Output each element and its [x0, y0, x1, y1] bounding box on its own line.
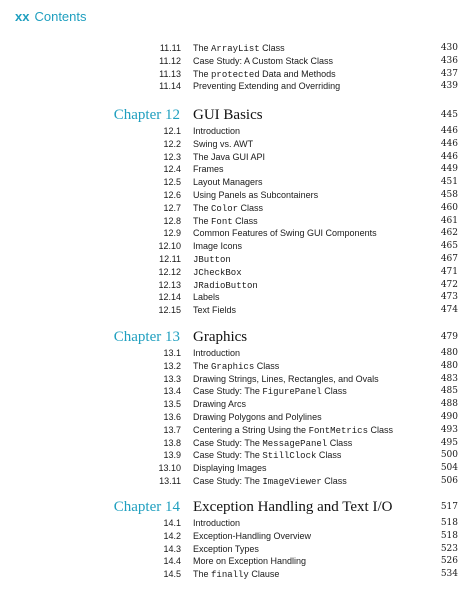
toc-entry[interactable]	[0, 543, 474, 556]
section-number: 13.3	[163, 373, 181, 384]
section-title: Introduction	[193, 126, 241, 136]
section-title: Frames	[193, 164, 224, 175]
toc-entry[interactable]	[0, 360, 474, 373]
section-title: The Graphics Class	[193, 360, 280, 372]
section-title: Case Study: A Custom Stack Class	[193, 55, 334, 66]
toc-entry[interactable]	[0, 437, 474, 450]
section-page: 461	[440, 215, 458, 226]
section-page: 493	[440, 424, 458, 435]
toc-entry[interactable]	[0, 517, 474, 530]
section-page: 518	[440, 530, 458, 541]
section-number: 11.11	[159, 43, 181, 53]
section-number: 12.6	[163, 190, 181, 200]
section-page: 473	[440, 292, 458, 303]
section-title: Labels	[193, 292, 220, 303]
section-number: 12.9	[163, 228, 181, 239]
section-page: 488	[440, 399, 458, 410]
section-title: Drawing Arcs	[193, 399, 247, 410]
section-title: Image Icons	[193, 241, 243, 252]
section-number: 13.2	[163, 360, 181, 371]
section-page: 446	[440, 126, 458, 136]
section-number: 13.11	[159, 476, 181, 486]
section-page: 460	[440, 202, 458, 213]
section-page: 474	[440, 305, 458, 316]
section-title: The protected Data and Methods	[193, 68, 336, 80]
section-number: 12.13	[158, 279, 181, 290]
toc-entry[interactable]	[0, 304, 474, 317]
toc-entry[interactable]	[0, 42, 474, 55]
chapter-title: Graphics	[193, 329, 248, 345]
section-title: Swing vs. AWT	[193, 138, 254, 149]
section-title: Exception Types	[193, 543, 259, 554]
section-title: Case Study: The ImageViewer Class	[193, 476, 347, 487]
chapter-title: GUI Basics	[193, 107, 263, 123]
section-page: 506	[440, 476, 458, 486]
section-page: 490	[440, 412, 458, 422]
section-page: 523	[440, 543, 458, 554]
section-page: 504	[440, 463, 458, 474]
section-title: Case Study: The MessagePanel Class	[193, 437, 353, 449]
section-page: 446	[440, 138, 458, 149]
section-page: 462	[440, 228, 458, 239]
section-number: 12.15	[158, 305, 181, 316]
section-title: The ArrayList Class	[193, 43, 285, 54]
section-title: Displaying Images	[193, 463, 267, 474]
section-number: 14.5	[163, 569, 181, 580]
section-number: 12.4	[163, 164, 181, 175]
section-title: Case Study: The StillClock Class	[193, 450, 342, 462]
section-page: 534	[440, 569, 458, 580]
section-title: Centering a String Using the FontMetrics Class	[193, 424, 394, 436]
section-number: 13.1	[163, 348, 181, 358]
section-title: Common Features of Swing GUI Components	[193, 228, 377, 239]
section-page: 480	[440, 360, 458, 371]
section-number: 12.5	[163, 177, 181, 188]
section-page: 446	[440, 151, 458, 162]
section-number: 14.4	[163, 556, 181, 567]
section-title: Text Fields	[193, 305, 237, 316]
toc-entry[interactable]	[0, 125, 474, 138]
chapter-heading	[0, 105, 474, 125]
section-number: 12.12	[158, 266, 181, 277]
section-page: 449	[440, 164, 458, 175]
chapter-heading	[0, 497, 474, 517]
toc-entry[interactable]	[0, 411, 474, 424]
section-page: 500	[440, 450, 458, 461]
toc-entry[interactable]	[0, 68, 474, 81]
chapter-label: Chapter 13	[113, 329, 180, 345]
section-number: 12.11	[159, 254, 181, 264]
toc-entry[interactable]	[0, 151, 474, 164]
section-title: Drawing Polygons and Polylines	[193, 412, 322, 422]
section-title: Introduction	[193, 518, 241, 528]
section-number: 14.1	[163, 518, 181, 528]
chapter-page: 517	[440, 502, 458, 512]
toc-entry[interactable]	[0, 555, 474, 568]
section-title: The Color Class	[193, 202, 264, 214]
toc-entry[interactable]	[0, 227, 474, 240]
toc-entry[interactable]	[0, 291, 474, 304]
chapter-page: 445	[440, 110, 458, 120]
section-title: JButton	[193, 255, 231, 265]
section-title: The finally Clause	[193, 569, 280, 581]
section-number: 13.9	[163, 450, 181, 461]
toc-entry[interactable]	[0, 176, 474, 189]
section-page: 439	[440, 81, 458, 92]
toc-entry[interactable]	[0, 55, 474, 68]
section-number: 11.14	[159, 81, 181, 92]
section-title: Introduction	[193, 348, 241, 358]
toc-entry[interactable]	[0, 189, 474, 202]
section-title: JRadioButton	[193, 280, 258, 291]
section-page: 451	[440, 177, 458, 188]
section-number: 12.8	[163, 215, 181, 226]
toc-entry[interactable]	[0, 138, 474, 151]
section-number: 12.3	[163, 151, 181, 162]
section-number: 13.6	[163, 412, 181, 422]
section-page: 485	[440, 386, 458, 397]
page-number-roman: xx	[15, 9, 30, 24]
chapter-label: Chapter 12	[113, 107, 180, 123]
toc-entry[interactable]	[0, 462, 474, 475]
section-title: Drawing Strings, Lines, Rectangles, and Ovals	[193, 373, 379, 384]
section-number: 11.12	[159, 55, 181, 66]
toc-entry[interactable]	[0, 163, 474, 176]
toc-entry[interactable]	[0, 568, 474, 581]
toc-entry[interactable]	[0, 385, 474, 398]
section-title: The Java GUI API	[193, 151, 266, 162]
toc-entry[interactable]	[0, 373, 474, 386]
section-title: Using Panels as Subcontainers	[193, 190, 319, 200]
toc-entry[interactable]	[0, 215, 474, 228]
toc-entry[interactable]	[0, 398, 474, 411]
section-title: The Font Class	[193, 215, 258, 227]
section-number: 14.3	[163, 543, 181, 554]
section-number: 14.2	[163, 530, 181, 541]
section-number: 13.10	[158, 463, 181, 474]
section-number: 13.8	[163, 437, 181, 448]
section-page: 495	[440, 437, 458, 448]
section-page: 526	[440, 556, 458, 567]
section-page: 437	[440, 68, 458, 79]
toc-entry[interactable]	[0, 240, 474, 253]
section-number: 12.2	[163, 138, 181, 149]
section-title: More on Exception Handling	[193, 556, 307, 567]
section-title: JCheckBox	[193, 267, 242, 278]
section-page: 471	[440, 266, 458, 277]
section-page: 483	[440, 373, 458, 384]
section-page: 465	[440, 241, 458, 252]
toc-entry[interactable]	[0, 449, 474, 462]
chapter-label: Chapter 14	[113, 499, 180, 515]
section-number: 12.7	[163, 202, 181, 213]
section-number: 13.4	[163, 386, 181, 397]
section-title: Layout Managers	[193, 177, 263, 188]
section-page: 458	[440, 190, 458, 200]
running-title: Contents	[34, 9, 87, 24]
toc-entry[interactable]	[0, 253, 474, 266]
section-number: 12.14	[158, 292, 181, 303]
chapter-heading	[0, 327, 474, 347]
toc-entry[interactable]	[0, 475, 474, 488]
section-page: 472	[440, 279, 458, 290]
toc-entry[interactable]	[0, 80, 474, 93]
section-page: 436	[440, 55, 458, 66]
toc-entry[interactable]	[0, 266, 474, 279]
section-page: 518	[440, 518, 458, 528]
toc-entry[interactable]	[0, 279, 474, 292]
section-number: 13.5	[163, 399, 181, 410]
chapter-title: Exception Handling and Text I/O	[193, 499, 393, 515]
page-header	[15, 9, 87, 24]
section-title: Case Study: The FigurePanel Class	[193, 386, 347, 398]
section-page: 467	[440, 254, 458, 264]
chapter-page: 479	[440, 332, 458, 342]
toc-entry[interactable]	[0, 530, 474, 543]
section-number: 12.10	[158, 241, 181, 252]
section-number: 11.13	[159, 68, 181, 79]
section-number: 12.1	[163, 126, 181, 136]
toc-entry[interactable]	[0, 347, 474, 360]
section-number: 13.7	[163, 424, 181, 435]
section-page: 430	[440, 43, 458, 53]
toc-entry[interactable]	[0, 424, 474, 437]
section-title: Preventing Extending and Overriding	[193, 81, 341, 92]
section-title: Exception-Handling Overview	[193, 530, 312, 541]
toc-entry[interactable]	[0, 202, 474, 215]
section-page: 480	[440, 348, 458, 358]
